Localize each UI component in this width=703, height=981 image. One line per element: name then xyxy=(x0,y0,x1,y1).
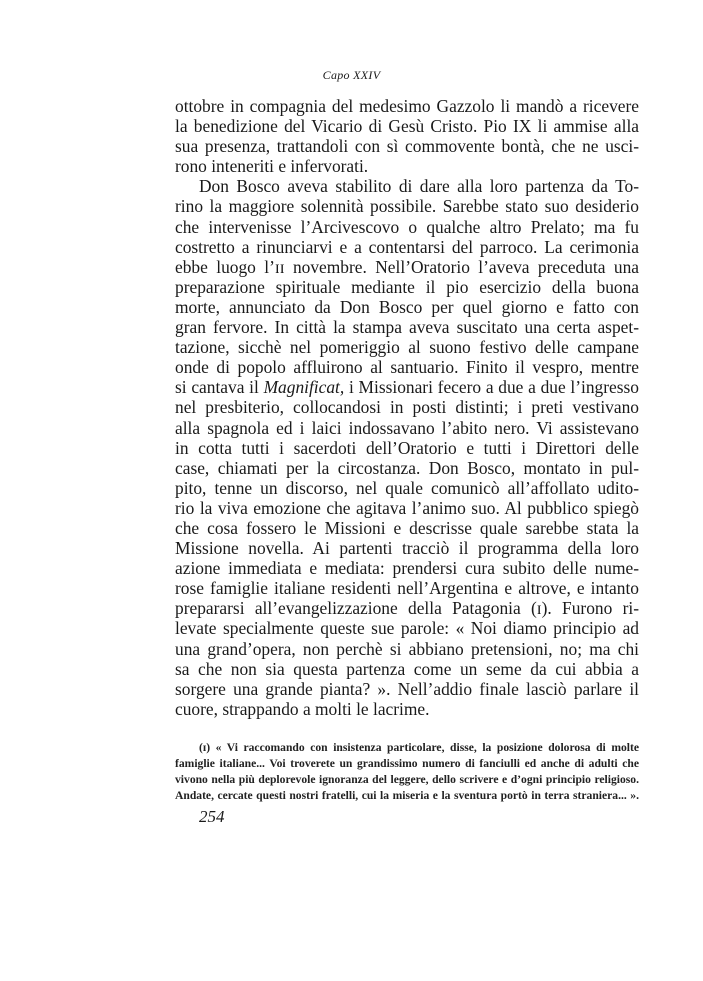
body-line: la benedizione del Vicario di Gesù Cristo. Pio IX li ammise alla xyxy=(175,116,639,137)
body-line: case, chiamati per la circostanza. Don Bosco, montato in pul- xyxy=(175,457,639,478)
body-line: prepararsi all’evangelizzazione della Patagonia (ɪ). Furono ri- xyxy=(175,598,639,619)
body-line: rino la maggiore solennità possibile. Sarebbe stato suo desiderio xyxy=(175,196,639,217)
body-line: in cotta tutti i sacerdoti dell’Oratorio e tutti i Direttori delle xyxy=(175,437,639,458)
body-line: azione immediata e mediata: prendersi cura subito delle nume- xyxy=(175,558,639,579)
body-text xyxy=(175,96,639,719)
running-head: Capo XXIV xyxy=(322,68,381,82)
body-line: Don Bosco aveva stabilito di dare alla loro partenza da To- xyxy=(199,176,639,197)
body-line: una grand’opera, non perchè si abbiano pretensioni, no; ma chi xyxy=(175,638,639,659)
page-number: 254 xyxy=(199,807,225,826)
body-line: pito, tenne un discorso, nel quale comunicò all’affollato udito- xyxy=(175,477,639,498)
body-line: alla spagnola ed i laici indossavano l’abito nero. Vi assistevano xyxy=(175,417,639,438)
footnote-line: vivono nella più deplorevole ignoranza del leggere, dello scrivere e d’ogni principio religioso. xyxy=(175,773,639,786)
body-line: rose famiglie italiane residenti nell’Argentina e altrove, e intanto xyxy=(175,578,639,599)
body-line: tazione, sicchè nel pomeriggio al suono festivo delle campane xyxy=(175,337,639,358)
body-line-post: i Missionari fecero a due a due l’ingresso xyxy=(344,377,639,398)
body-line: sa che non sia questa partenza come un seme da cui abbia a xyxy=(175,658,639,679)
body-line: Missione novella. Ai partenti tracciò il programma della loro xyxy=(175,538,639,559)
body-line: ebbe luogo l’ɪɪ novembre. Nell’Oratorio l’aveva preceduta una xyxy=(175,256,639,277)
body-line-pre: si cantava il xyxy=(175,377,264,398)
footnotes xyxy=(175,740,639,804)
body-line: ottobre in compagnia del medesimo Gazzolo li mandò a ricevere xyxy=(175,96,639,116)
footnote-line: Andate, cercate questi nostri fratelli, cui la miseria e la sventura portò in terra straniera... ». xyxy=(175,789,639,802)
body-line: sorgere una grande pianta? ». Nell’addio finale lasciò parlare il xyxy=(175,678,639,699)
body-line: cuore, strappando a molti le lacrime. xyxy=(175,698,430,719)
body-line: costretto a rinunciarvi e a contentarsi del parroco. La cerimonia xyxy=(175,236,639,257)
body-line: rio la viva emozione che agitava l’animo suo. Al pubblico spiegò xyxy=(175,497,639,518)
body-line: che intervenisse l’Arcivescovo o qualche altro Prelato; ma fu xyxy=(175,216,639,237)
body-line: nel presbiterio, collocandosi in posti distinti; i preti vestivano xyxy=(175,397,639,418)
body-line: rono inteneriti e infervorati. xyxy=(175,156,369,177)
body-line: gran fervore. In città la stampa aveva suscitato una certa aspet- xyxy=(175,317,639,338)
body-line: morte, annunciato da Don Bosco per quel giorno e fatto con xyxy=(175,296,639,317)
body-line: preparazione spirituale mediante il pio esercizio della buona xyxy=(175,276,639,297)
italic-term: Magnificat, xyxy=(263,377,345,398)
body-line: onde di popolo affluirono al santuario. Finito il vespro, mentre xyxy=(175,357,639,378)
body-line xyxy=(175,377,639,397)
footnote-line: famiglie italiane... Voi troverete un grandissimo numero di fanciulli ed anche di adulti che xyxy=(175,757,639,770)
body-line: levate specialmente queste sue parole: « Noi diamo principio ad xyxy=(175,618,639,639)
body-line: che cosa fossero le Missioni e descrisse quale sarebbe stata la xyxy=(175,517,639,538)
body-line: sua presenza, trattandoli con sì commovente bontà, che ne usci- xyxy=(175,136,639,157)
footnote-line: (ɪ) « Vi raccomando con insistenza particolare, disse, la posizione dolorosa di molte xyxy=(199,741,639,754)
